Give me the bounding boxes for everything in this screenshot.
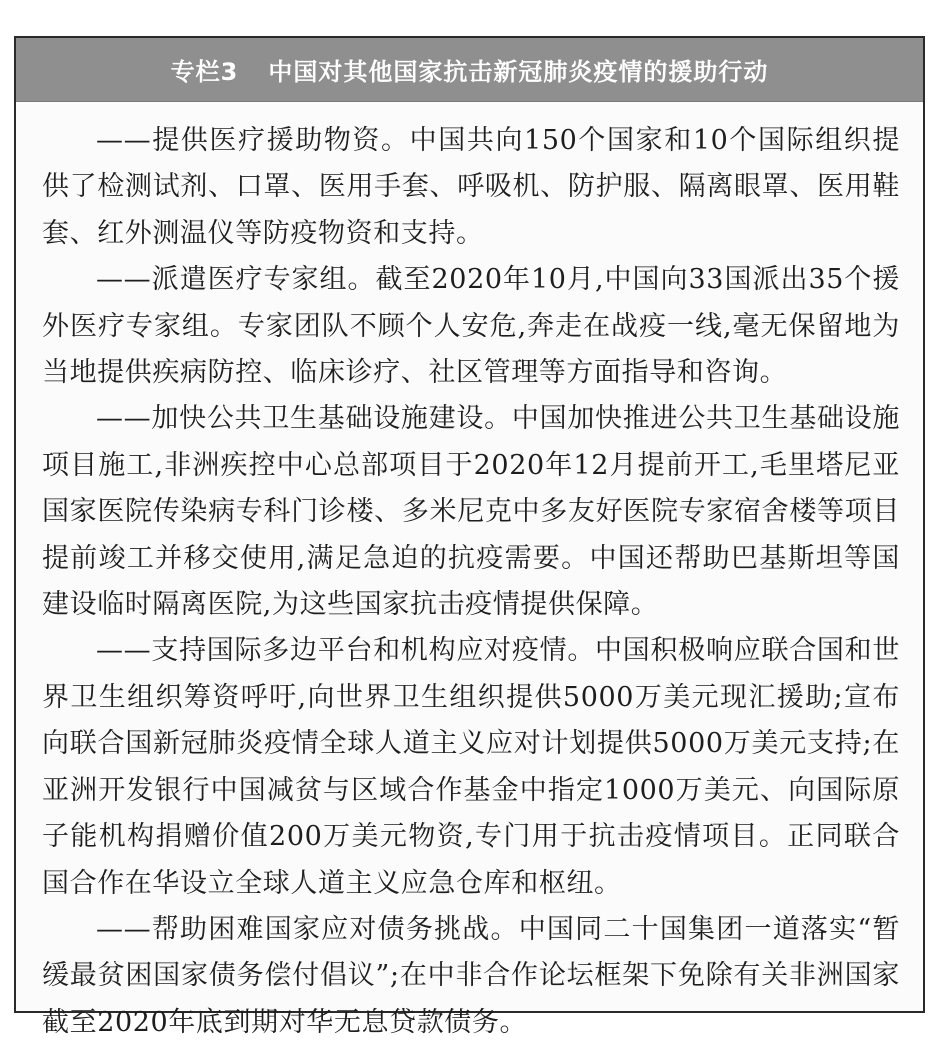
paragraph-infrastructure: ——加快公共卫生基础设施建设。中国加快推进公共卫生基础设施项目施工,非洲疾控中心总部项目于2020年12月提前开工,毛里塔尼亚国家医院传染病专科门诊楼、多米尼克中多友好医院专家宿舍楼等项目提前竣工并移交使用,满足急迫的抗疫需要。中国还帮助巴基斯坦等国建设临时隔离医院,为这些国家抗击疫情提供保障。 xyxy=(42,403,900,621)
column-label: 专栏3 xyxy=(170,58,239,86)
paragraph-medical-supplies: ——提供医疗援助物资。中国共向150个国家和10个国际组织提供了检测试剂、口罩、医用手套、呼吸机、防护服、隔离眼罩、医用鞋套、红外测温仪等防疫物资和支持。 xyxy=(42,125,900,249)
column-box xyxy=(14,36,925,1038)
paragraph-multilateral-support: ——支持国际多边平台和机构应对疫情。中国积极响应联合国和世界卫生组织筹资呼吁,向世界卫生组织提供5000万美元现汇援助;宣布向联合国新冠肺炎疫情全球人道主义应对计划提供5000万美元支持;在亚洲开发银行中国减贫与区域合作基金中指定1000万美元、向国际原子能机构捐赠价值200万美元物资,专门用于抗击疫情项目。正同联合国合作在华设立全球人道主义应急仓库和枢纽。 xyxy=(42,635,900,899)
column-title: 中国对其他国家抗击新冠肺炎疫情的援助行动 xyxy=(268,58,769,86)
column-body xyxy=(42,118,900,1046)
paragraph-medical-teams: ——派遣医疗专家组。截至2020年10月,中国向33国派出35个援外医疗专家组。专家团队不顾个人安危,奔走在战疫一线,毫无保留地为当地提供疾病防控、临床诊疗、社区管理等方面指导和咨询。 xyxy=(42,264,900,389)
column-header xyxy=(16,38,923,102)
paragraph-debt-relief: ——帮助困难国家应对债务挑战。中国同二十国集团一道落实“暂缓最贫困国家债务偿付倡议”;在中非合作论坛框架下免除有关非洲国家截至2020年底到期对华无息贷款债务。 xyxy=(42,913,900,1038)
